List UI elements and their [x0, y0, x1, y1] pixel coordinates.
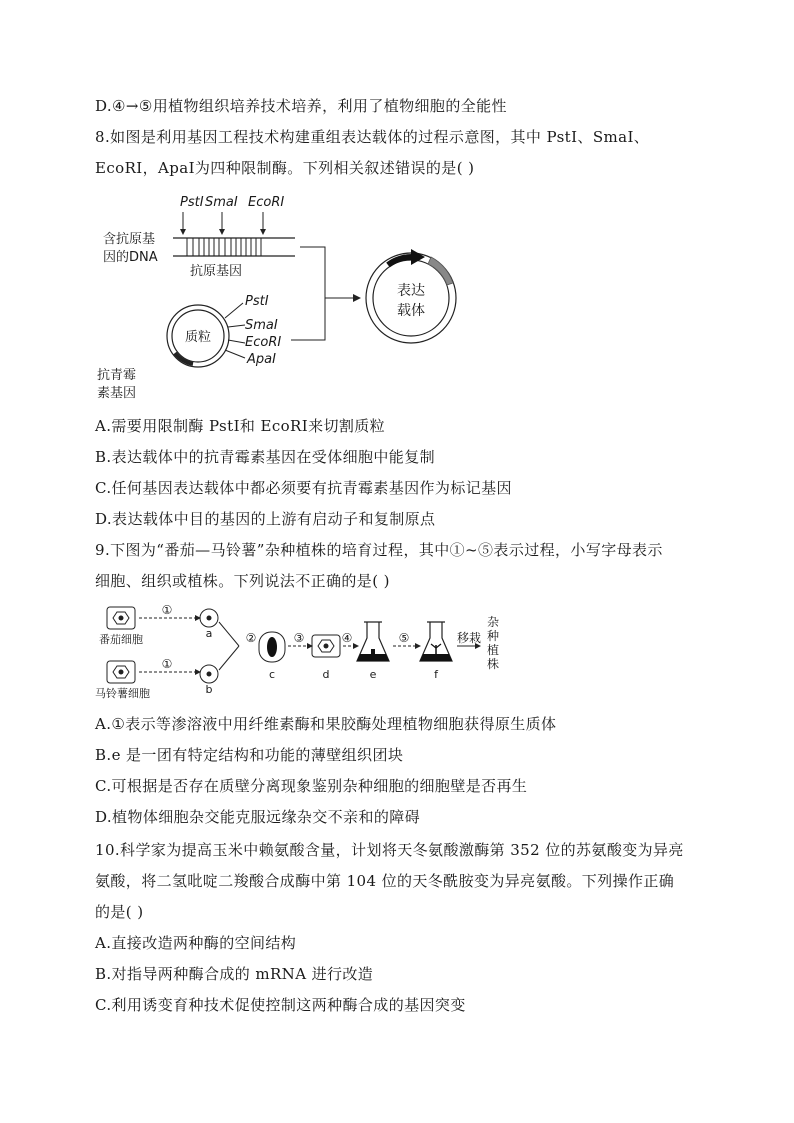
- q8-option-a: A.需要用限制酶 PstⅠ和 EcoRⅠ来切割质粒: [95, 417, 386, 435]
- flask-f: [420, 622, 452, 661]
- plasmid-site-pst: PstⅠ: [245, 294, 269, 309]
- q8-option-d: D.表达载体中目的基因的上游有启动子和复制原点: [95, 510, 436, 528]
- label-c: c: [268, 668, 276, 681]
- label-vector-1: 表达: [397, 283, 425, 299]
- label-eco: EcoRⅠ: [248, 195, 285, 210]
- label-a: a: [205, 627, 213, 640]
- label-vector-2: 载体: [397, 303, 425, 319]
- plasmid-site-eco: EcoRⅠ: [245, 335, 282, 350]
- label-d: d: [322, 668, 330, 681]
- label-f: f: [434, 668, 438, 681]
- label-hybrid-3: 植: [487, 643, 500, 657]
- q10-stem-line-2: 氨酸，将二氢吡啶二羧酸合成酶中第 104 位的天冬酰胺变为异亮氨酸。下列操作正确: [95, 872, 675, 890]
- q8-figure: [95, 185, 475, 405]
- q9-figure: [95, 598, 505, 703]
- label-antigen-gene: 抗原基因: [190, 264, 243, 279]
- label-tomato-cell: 番茄细胞: [99, 633, 143, 646]
- resistance-gene-segment: [175, 353, 193, 364]
- label-potato-cell: 马铃薯细胞: [95, 687, 150, 700]
- q9-stem-line-1: 9.下图为“番茄—马铃薯”杂种植株的培育过程，其中①~⑤表示过程，小写字母表示: [95, 541, 663, 559]
- q8-stem-line-1: 8.如图是利用基因工程技术构建重组表达载体的过程示意图，其中 PstⅠ、SmaⅠ、: [95, 128, 650, 146]
- q10-stem-line-3: 的是( ): [95, 903, 144, 921]
- label-e: e: [369, 668, 377, 681]
- step1-bottom: ①: [161, 657, 173, 671]
- label-hybrid-2: 种: [487, 629, 500, 643]
- q9-option-c: C.可根据是否存在质壁分离现象鉴别杂种细胞的细胞壁是否再生: [95, 777, 528, 795]
- label-b: b: [205, 683, 213, 696]
- q10-stem-line-1: 10.科学家为提高玉米中赖氨酸含量，计划将天冬氨酸激酶第 352 位的苏氨酸变为异亮: [95, 841, 684, 859]
- label-dna-2: 因的DNA: [103, 250, 158, 265]
- label-pst: PstⅠ: [180, 195, 204, 210]
- label-hybrid-1: 杂: [487, 615, 500, 629]
- label-resistance-1: 抗青霉: [97, 368, 137, 383]
- q9-option-b: B.e 是一团有特定结构和功能的薄壁组织团块: [95, 746, 404, 764]
- label-dna-1: 含抗原基: [103, 232, 156, 247]
- label-transplant: 移栽: [457, 631, 482, 645]
- step1-top: ①: [161, 603, 173, 617]
- q10-option-b: B.对指导两种酶合成的 mRNA 进行改造: [95, 965, 374, 983]
- plasmid-site-apa: ApaⅠ: [247, 352, 276, 367]
- q9-stem-line-2: 细胞、组织或植株。下列说法不正确的是( ): [95, 572, 390, 590]
- q10-option-a: A.直接改造两种酶的空间结构: [95, 934, 297, 952]
- plasmid-site-sma: SmaⅠ: [245, 318, 278, 333]
- label-hybrid-4: 株: [487, 657, 500, 671]
- q8-option-b: B.表达载体中的抗青霉素基因在受体细胞中能复制: [95, 448, 435, 466]
- arrow-to-vector: [353, 294, 361, 302]
- step5: ⑤: [398, 631, 410, 645]
- flask-e: [357, 622, 389, 661]
- q9-option-a: A.①表示等渗溶液中用纤维素酶和果胶酶处理植物细胞获得原生质体: [95, 715, 557, 733]
- q8-stem-line-2: EcoRⅠ，ApaⅠ为四种限制酶。下列相关叙述错误的是( ): [95, 159, 475, 177]
- step4: ④: [341, 631, 353, 645]
- q8-option-c: C.任何基因表达载体中都必须要有抗青霉素基因作为标记基因: [95, 479, 512, 497]
- label-sma: SmaⅠ: [205, 195, 238, 210]
- step3: ③: [293, 631, 305, 645]
- label-resistance-2: 素基因: [97, 386, 137, 401]
- antigen-gene-segment: [187, 238, 261, 256]
- step2: ②: [245, 631, 257, 645]
- q10-option-c: C.利用诱变育种技术促使控制这两种酶合成的基因突变: [95, 996, 466, 1014]
- q9-option-d: D.植物体细胞杂交能克服远缘杂交不亲和的障碍: [95, 808, 421, 826]
- inserted-gene-arrow: [388, 257, 413, 265]
- label-plasmid: 质粒: [184, 330, 212, 345]
- q7-option-d: D.④→⑤用植物组织培养技术培养，利用了植物细胞的全能性: [95, 97, 507, 115]
